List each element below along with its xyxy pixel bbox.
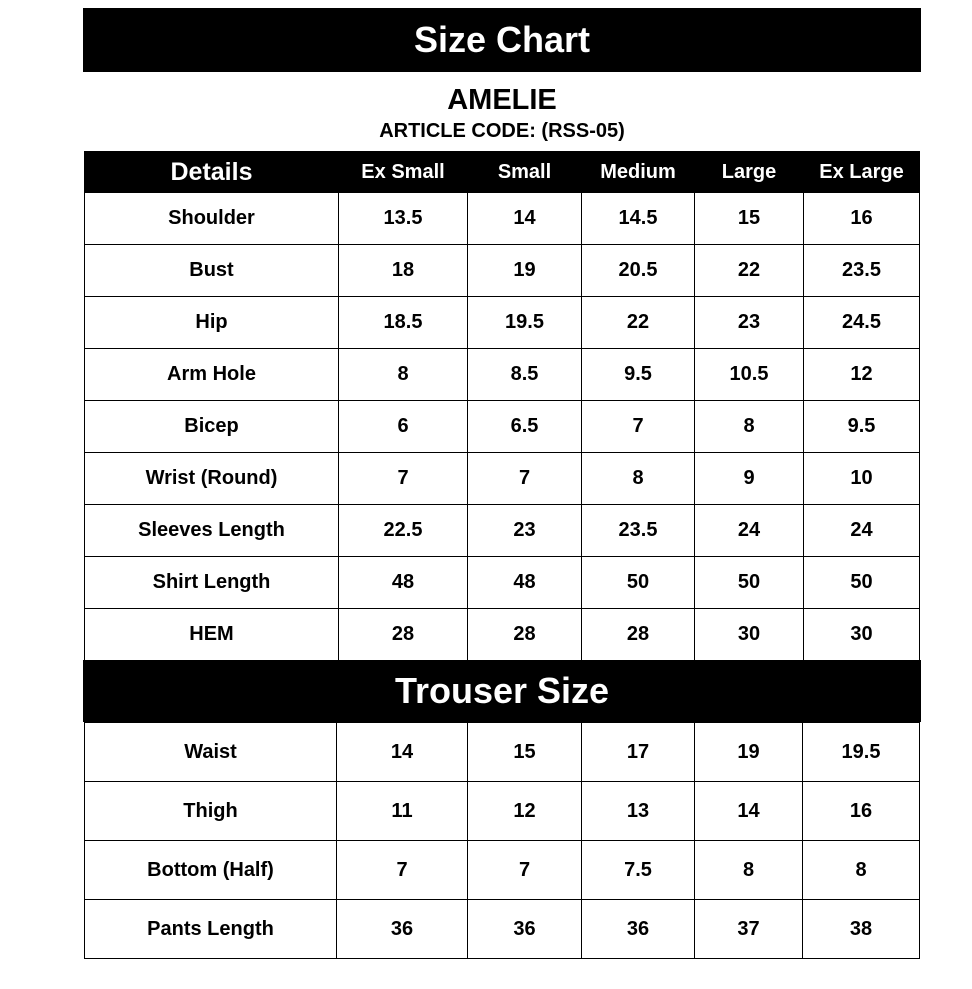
size-value-cell: 6.5	[468, 401, 582, 453]
size-value-cell: 6	[339, 401, 468, 453]
size-value-cell: 50	[804, 557, 920, 609]
table-row	[85, 609, 920, 661]
size-value-cell: 37	[695, 900, 803, 959]
size-value-cell: 8	[339, 349, 468, 401]
size-value-cell: 30	[695, 609, 804, 661]
column-header-ex-large: Ex Large	[804, 152, 920, 193]
size-value-cell: 13	[582, 782, 695, 841]
size-value-cell: 11	[337, 782, 468, 841]
row-label: Shoulder	[85, 193, 339, 245]
size-chart-title: Size Chart	[83, 8, 921, 72]
size-value-cell: 22.5	[339, 505, 468, 557]
size-value-cell: 19	[695, 723, 803, 782]
size-value-cell: 7	[582, 401, 695, 453]
size-value-cell: 30	[804, 609, 920, 661]
size-value-cell: 19	[468, 245, 582, 297]
row-label: Shirt Length	[85, 557, 339, 609]
column-header-details: Details	[85, 152, 339, 193]
row-label: Hip	[85, 297, 339, 349]
size-value-cell: 14.5	[582, 193, 695, 245]
table-row	[85, 349, 920, 401]
size-value-cell: 19.5	[803, 723, 920, 782]
size-value-cell: 8	[695, 841, 803, 900]
size-value-cell: 28	[582, 609, 695, 661]
size-value-cell: 28	[339, 609, 468, 661]
size-value-cell: 24.5	[804, 297, 920, 349]
size-value-cell: 23.5	[582, 505, 695, 557]
row-label: Arm Hole	[85, 349, 339, 401]
size-value-cell: 7	[339, 453, 468, 505]
size-value-cell: 50	[695, 557, 804, 609]
size-value-cell: 7	[337, 841, 468, 900]
size-value-cell: 38	[803, 900, 920, 959]
row-label: Wrist (Round)	[85, 453, 339, 505]
size-value-cell: 36	[582, 900, 695, 959]
table-row	[85, 453, 920, 505]
table-row	[85, 245, 920, 297]
row-label: Sleeves Length	[85, 505, 339, 557]
table-row	[85, 723, 920, 782]
table-row	[85, 193, 920, 245]
table-row	[85, 505, 920, 557]
size-value-cell: 16	[803, 782, 920, 841]
size-value-cell: 24	[804, 505, 920, 557]
column-header-medium: Medium	[582, 152, 695, 193]
size-value-cell: 12	[804, 349, 920, 401]
column-header-small: Small	[468, 152, 582, 193]
size-value-cell: 18	[339, 245, 468, 297]
product-name: AMELIE	[447, 84, 557, 116]
column-header-ex-small: Ex Small	[339, 152, 468, 193]
size-value-cell: 14	[337, 723, 468, 782]
size-value-cell: 36	[337, 900, 468, 959]
table-row	[85, 841, 920, 900]
size-value-cell: 48	[339, 557, 468, 609]
size-value-cell: 14	[695, 782, 803, 841]
table-header-row	[85, 152, 920, 193]
size-value-cell: 7	[468, 453, 582, 505]
trouser-size-table	[84, 722, 920, 959]
size-value-cell: 10	[804, 453, 920, 505]
size-value-cell: 9.5	[582, 349, 695, 401]
row-label: Pants Length	[85, 900, 337, 959]
table-row	[85, 297, 920, 349]
size-value-cell: 22	[582, 297, 695, 349]
size-value-cell: 8	[582, 453, 695, 505]
size-value-cell: 17	[582, 723, 695, 782]
size-value-cell: 23.5	[804, 245, 920, 297]
size-value-cell: 15	[468, 723, 582, 782]
size-value-cell: 24	[695, 505, 804, 557]
size-value-cell: 23	[695, 297, 804, 349]
size-value-cell: 7.5	[582, 841, 695, 900]
size-value-cell: 12	[468, 782, 582, 841]
row-label: Bicep	[85, 401, 339, 453]
size-value-cell: 8.5	[468, 349, 582, 401]
size-value-cell: 10.5	[695, 349, 804, 401]
size-value-cell: 13.5	[339, 193, 468, 245]
size-value-cell: 19.5	[468, 297, 582, 349]
row-label: Bust	[85, 245, 339, 297]
size-value-cell: 36	[468, 900, 582, 959]
row-label: Waist	[85, 723, 337, 782]
trouser-size-title: Trouser Size	[83, 660, 921, 722]
row-label: HEM	[85, 609, 339, 661]
size-value-cell: 20.5	[582, 245, 695, 297]
table-row	[85, 900, 920, 959]
size-value-cell: 18.5	[339, 297, 468, 349]
table-row	[85, 401, 920, 453]
size-value-cell: 8	[803, 841, 920, 900]
size-value-cell: 15	[695, 193, 804, 245]
row-label: Bottom (Half)	[85, 841, 337, 900]
article-code: ARTICLE CODE: (RSS-05)	[379, 120, 625, 142]
table-row	[85, 782, 920, 841]
table-row	[85, 557, 920, 609]
size-value-cell: 14	[468, 193, 582, 245]
size-value-cell: 22	[695, 245, 804, 297]
size-value-cell: 16	[804, 193, 920, 245]
size-value-cell: 8	[695, 401, 804, 453]
size-value-cell: 7	[468, 841, 582, 900]
shirt-size-table	[84, 151, 920, 661]
size-value-cell: 50	[582, 557, 695, 609]
size-value-cell: 48	[468, 557, 582, 609]
size-value-cell: 23	[468, 505, 582, 557]
size-value-cell: 28	[468, 609, 582, 661]
column-header-large: Large	[695, 152, 804, 193]
size-value-cell: 9	[695, 453, 804, 505]
row-label: Thigh	[85, 782, 337, 841]
size-value-cell: 9.5	[804, 401, 920, 453]
